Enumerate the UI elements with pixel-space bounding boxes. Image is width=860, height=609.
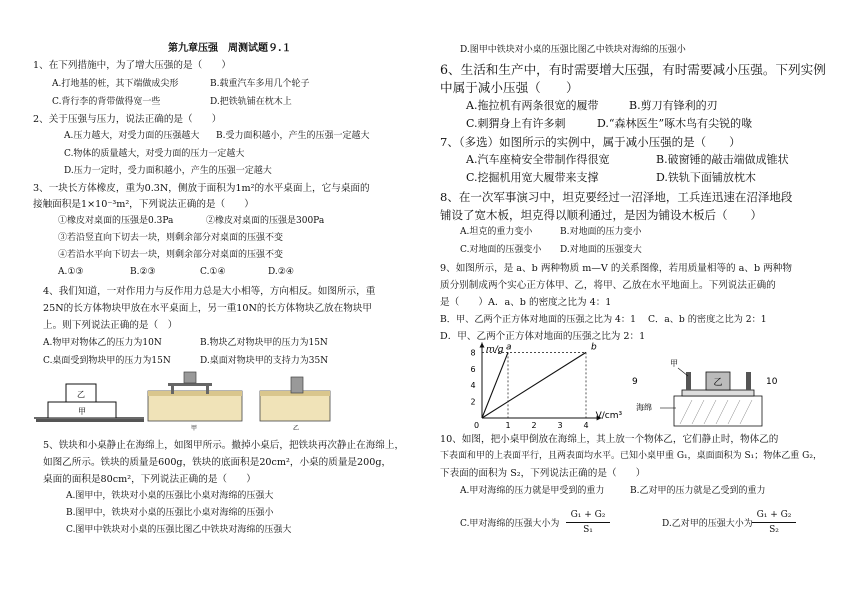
- origin-label: 0: [474, 421, 480, 430]
- q10-option-c: C.甲对海绵的压强大小为: [460, 519, 560, 529]
- q10-option-d-fraction: [752, 508, 796, 537]
- q1-stem: 1、在下列措施中，为了增大压强的是（ ）: [33, 60, 231, 71]
- table-hatch: [36, 419, 144, 422]
- q10-line2: 下表面和甲的上表面平行，且两表面均水平。已知小桌甲重 G₁，桌面面积为 S₁；物体乙重 G₂，: [440, 451, 822, 461]
- q4-option-b: B.物块乙对物块甲的压力为15N: [200, 338, 328, 348]
- q9-mv-chart: [452, 342, 648, 434]
- q6-option-d: D.“森林医生”啄木鸟有尖锐的喙: [597, 117, 753, 130]
- iron-block-jia: [184, 372, 196, 383]
- q3-statement-4: ④若沿水平向下切去一块，则剩余部分对桌面的压强不变: [58, 250, 284, 260]
- q1-option-c: C.背行李的背带做得宽一些: [52, 97, 161, 107]
- q3-option-c: C.①④: [200, 267, 226, 277]
- q8-line1: 8、在一次军事演习中，坦克要经过一沼泽地，工兵连迅速在沼泽地段: [440, 190, 793, 204]
- q5-option-b: B.图甲中，铁块对小桌的压强比小桌对海绵的压强小: [66, 508, 274, 518]
- q6-line1: 6、生活和生产中，有时需要增大压强，有时需要减小压强。下列实例: [440, 62, 826, 77]
- q3-option-b: B.②③: [130, 267, 156, 277]
- q3-statement-3: ③若沿竖直向下切去一块，则剩余部分对桌面的压强不变: [58, 233, 284, 243]
- q4-line3: 上。则下列说法正确的是（ ）: [43, 320, 178, 331]
- small-table-top: [168, 383, 212, 386]
- fraction-numerator: G₁ + G₂: [566, 508, 610, 523]
- y-tick-label: 4: [470, 381, 476, 391]
- q1-option-d: D.把铁轨铺在枕木上: [210, 97, 292, 107]
- label-yi: 乙: [77, 390, 85, 399]
- x-tick-label: 4: [583, 421, 589, 430]
- series-line-a: [482, 352, 508, 418]
- q3-option-a: A.①③: [58, 267, 84, 277]
- label-sponge: 海绵: [636, 403, 652, 412]
- q8-option-a: A.坦克的重力变小: [460, 227, 533, 237]
- q3-statement-2: ②橡皮对桌面的压强是300Pa: [206, 216, 325, 226]
- fraction-denominator: S₁: [583, 525, 593, 535]
- q9-line5: D．甲、乙两个正方体对地面的压强之比为 2：1: [440, 331, 646, 342]
- q9-line2: 质分别制成两个实心正方体甲、乙，将甲、乙放在水平地面上。下列说法正确的: [440, 280, 776, 291]
- q10-option-c-fraction: [566, 508, 610, 537]
- q10-line1: 10、如图，把小桌甲倒放在海绵上，其上放一个物体乙，它们静止时，物体乙的: [440, 434, 779, 445]
- label-jia: 甲: [78, 407, 86, 416]
- q7-option-a: A.汽车座椅安全带制作得很宽: [466, 153, 610, 166]
- q2-option-b: B.受力面积越小，产生的压强一定越大: [216, 131, 370, 141]
- y-tick-label: 8: [470, 348, 476, 358]
- figure-number-10: 10: [766, 377, 778, 387]
- page-title: 第九章压强 周测试题９.１: [168, 43, 292, 54]
- q10-figure: [630, 352, 790, 430]
- label-jia: 甲: [670, 359, 678, 368]
- x-axis-label: V/cm³: [595, 411, 623, 421]
- q3-line2: 接触面积是1×10⁻³m²，下列说法正确的是（ ）: [33, 199, 254, 210]
- fraction-denominator: S₂: [769, 525, 779, 535]
- sponge: [674, 396, 762, 426]
- y-axis-label: m/g: [486, 345, 504, 355]
- series-line-b: [482, 352, 586, 418]
- q8-option-d: D.对地面的压强变大: [560, 245, 642, 255]
- q6-line2: 中属于减小压强（ ）: [440, 80, 579, 95]
- table-jia-leg-right: [746, 372, 751, 390]
- q8-option-b: B.对地面的压力变小: [560, 227, 642, 237]
- figure-number-9: 9: [632, 377, 638, 387]
- y-tick-label: 6: [470, 364, 476, 374]
- q4-option-a: A.物甲对物体乙的压力为10N: [43, 338, 162, 348]
- q1-option-a: A.打地基的桩，其下端做成尖形: [52, 79, 179, 89]
- q4-line2: 25N的长方体物块甲放在水平桌面上，另一重10N的长方体物块乙放在物块甲: [43, 303, 373, 314]
- q2-option-a: A.压力越大，对受力面的压强越大: [64, 131, 200, 141]
- q3-option-d: D.②④: [268, 267, 294, 277]
- q4-option-d: D.桌面对物块甲的支持力为35N: [200, 356, 329, 366]
- q3-statement-1: ①橡皮对桌面的压强是0.3Pa: [58, 216, 174, 226]
- q10-option-d: D.乙对甲的压强大小为: [662, 519, 753, 529]
- q3-line1: 3、一块长方体橡皮，重为0.3N，侧放于面积为1m²的水平桌面上，它与桌面的: [33, 183, 370, 194]
- q5-option-d: D.图甲中铁块对小桌的压强比图乙中铁块对海绵的压强小: [460, 45, 686, 55]
- q9-line3: 是（ ）A．a、b 的密度之比为 4：1: [440, 297, 612, 308]
- q10-option-a: A.甲对海绵的压力就是甲受到的重力: [460, 486, 605, 496]
- q6-option-a: A.拖拉机有两条很宽的履带: [466, 99, 599, 112]
- q7-option-d: D.铁轨下面铺放枕木: [656, 171, 756, 184]
- x-tick-label: 2: [531, 421, 537, 430]
- q8-option-c: C.对地面的压强变小: [460, 245, 542, 255]
- q5-line1: 5、铁块和小桌静止在海绵上，如图甲所示。撤掉小桌后，把铁块再次静止在海绵上，: [43, 440, 405, 451]
- y-tick-label: 2: [470, 397, 476, 407]
- q9-line4: B．甲、乙两个正方体对地面的压强之比为 4：1 C．a、b 的密度之比为 2：1: [440, 314, 767, 325]
- label-yi: 乙: [713, 378, 723, 388]
- q2-option-d: D.压力一定时，受力面积越小，产生的压强一定越大: [64, 166, 272, 176]
- q5-line2: 如图乙所示。铁块的质量是600g，铁块的底面积是20cm²，小桌的质量是200g，: [43, 457, 392, 468]
- q4-q5-figure: [34, 366, 334, 432]
- q7-stem: 7、（多选）如图所示的实例中，属于减小压强的是（ ）: [440, 135, 741, 149]
- x-tick-label: 1: [505, 421, 511, 430]
- label-fig-jia: 甲: [190, 425, 198, 432]
- q4-line1: 4、我们知道，一对作用力与反作用力总是大小相等，方向相反。如图所示，重: [43, 286, 376, 297]
- label-fig-yi: 乙: [292, 425, 300, 432]
- table-jia-top: [682, 390, 754, 396]
- q8-line2: 铺设了宽木板，坦克得以顺利通过，是因为铺设木板后（ ）: [440, 208, 762, 222]
- q6-option-c: C.刺猬身上有许多刺: [466, 117, 566, 130]
- fraction-numerator: G₁ + G₂: [752, 508, 796, 523]
- q7-option-b: B.破窗锤的敲击端做成锥状: [656, 153, 789, 166]
- q5-line3: 桌面的面积是80cm²，下列说法正确的是（ ）: [43, 474, 256, 485]
- q4-option-c: C.桌面受到物块甲的压力为15N: [43, 356, 171, 366]
- q2-stem: 2、关于压强与压力，说法正确的是（ ）: [33, 114, 222, 125]
- right-column: [430, 0, 860, 609]
- x-tick-label: 3: [557, 421, 563, 430]
- q5-option-c: C.图甲中铁块对小桌的压强比图乙中铁块对海绵的压强大: [66, 525, 292, 535]
- q2-option-c: C.物体的质量越大，对受力面的压力一定越大: [64, 149, 245, 159]
- series-label-a: a: [506, 342, 512, 353]
- series-label-b: b: [591, 342, 597, 353]
- y-axis-arrow: [480, 343, 485, 348]
- q10-line3: 下表面的面积为 S₂，下列说法正确的是（ ）: [440, 468, 646, 479]
- q7-option-c: C.挖掘机用宽大履带来支撑: [466, 171, 599, 184]
- q6-option-b: B.剪刀有锋利的刃: [629, 99, 718, 112]
- iron-block-yi: [291, 377, 303, 393]
- q1-option-b: B.载重汽车多用几个轮子: [210, 79, 310, 89]
- q5-option-a: A.图甲中，铁块对小桌的压强比小桌对海绵的压强大: [66, 491, 274, 501]
- q9-line1: 9、如图所示，是 a、b 两种物质 m—V 的关系图像，若用质量相等的 a、b 两种物: [440, 263, 792, 274]
- q10-option-b: B.乙对甲的压力就是乙受到的重力: [630, 486, 766, 496]
